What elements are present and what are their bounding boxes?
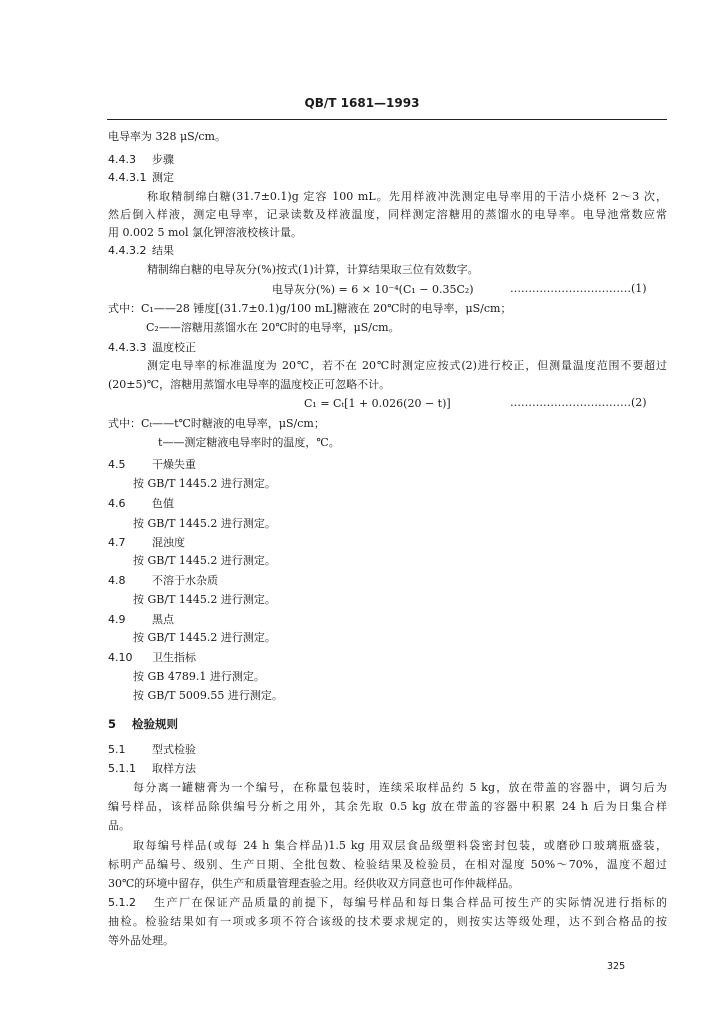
section-body: 按 GB/T 1445.2 进行测定。 (133, 517, 276, 530)
section-number: 4.4.3.1 (108, 171, 147, 184)
section-title: 黑点 (152, 613, 174, 626)
section-title: 卫生指标 (152, 651, 196, 664)
section-number: 4.6 (108, 497, 126, 510)
section-heading-4-7 (108, 535, 185, 551)
section-body: 按 GB/T 1445.2 进行测定。 (133, 554, 276, 567)
where-line: t——测定糖液电导率时的温度，℃。 (158, 436, 340, 449)
section-number: 4.10 (108, 651, 133, 664)
paragraph-line: 称取精制绵白糖(31.7±0.1)g 定容 100 mL。先用样液冲洗测定电导率用的干洁小烧杯 2～3 次， (147, 190, 667, 203)
section-heading-4-5 (108, 457, 196, 473)
section-heading-4-9 (108, 612, 174, 628)
paragraph-line: 精制绵白糖的电导灰分(%)按式(1)计算，计算结果取三位有效数字。 (147, 263, 479, 276)
formula-2: C₁ = Cₜ[1 + 0.026(20 − t)] (304, 397, 451, 410)
standard-code-header: QB/T 1681—1993 (304, 96, 420, 110)
section-number: 5.1.2 (108, 896, 136, 909)
header-rule (107, 119, 667, 120)
paragraph-line: 电导率为 328 μS/cm。 (108, 130, 226, 143)
section-number: 4.9 (108, 613, 126, 626)
formula-2-number: ……………………………(2) (510, 396, 647, 409)
section-number: 4.4.3.3 (108, 341, 147, 354)
paragraph-line: 用 0.002 5 mol 氯化钾溶液校核计量。 (108, 226, 303, 239)
paragraph-line: 取每编号样品(或每 24 h 集合样品)1.5 kg 用双层食品级塑料袋密封包装，或磨砂口玻璃瓶盛装， (133, 839, 667, 852)
section-title: 测定 (152, 171, 174, 184)
section-body: 按 GB/T 5009.55 进行测定。 (133, 689, 283, 702)
section-heading-4-4-3 (108, 152, 174, 168)
section-title: 混浊度 (152, 536, 185, 549)
section-number: 4.7 (108, 536, 126, 549)
section-number: 4.5 (108, 458, 126, 471)
where-line: C₂——溶糖用蒸馏水在 20℃时的电导率，μS/cm。 (146, 321, 400, 334)
paragraph-line: (20±5)℃，溶糖用蒸馏水电导率的温度校正可忽略不计。 (108, 378, 391, 391)
section-title: 色值 (152, 497, 174, 510)
section-number: 4.4.3.2 (108, 244, 147, 257)
section-heading-5-1-2 (108, 895, 152, 911)
section-title: 温度校正 (152, 341, 196, 354)
paragraph-line: 抽检。检验结果如有一项或多项不符合该级的技术要求规定的，则按实达等级处理，达不到合格品的按 (108, 915, 667, 928)
section-number: 5.1 (108, 743, 126, 756)
section-heading-5-1 (108, 742, 196, 758)
section-number: 4.8 (108, 574, 126, 587)
paragraph-line: 测定电导率的标准温度为 20℃，若不在 20℃时测定应按式(2)进行校正，但测量温度范围不要超过 (147, 359, 667, 372)
section-title: 取样方法 (152, 762, 196, 775)
where-line: 式中：C₁——28 锤度[(31.7±0.1)g/100 mL]糖液在 20℃时的电导率，μS/cm； (108, 302, 512, 315)
section-heading-5-1-1 (108, 761, 196, 777)
formula-1: 电导灰分(%) = 6 × 10⁻⁴(C₁ − 0.35C₂) (272, 283, 474, 296)
chapter-heading-5 (108, 716, 178, 732)
section-body: 按 GB/T 1445.2 进行测定。 (133, 477, 276, 490)
paragraph-line: 然后倒入样液，测定电导率，记录读数及样液温度，同样测定溶糖用的蒸馏水的电导率。电导池常数应常 (108, 208, 667, 221)
section-body: 按 GB/T 1445.2 进行测定。 (133, 631, 276, 644)
section-heading-4-4-3-2 (108, 243, 174, 259)
section-heading-4-6 (108, 496, 174, 512)
section-title: 干燥失重 (152, 458, 196, 471)
section-title: 步骤 (152, 153, 174, 166)
section-heading-4-8 (108, 573, 218, 589)
section-number: 4.4.3 (108, 153, 136, 166)
where-line: 式中：Cₜ——t℃时糖液的电导率，μS/cm； (108, 417, 325, 430)
section-title: 不溶于水杂质 (152, 574, 218, 587)
section-heading-4-4-3-1 (108, 170, 174, 186)
paragraph-line: 30℃的环境中留存，供生产和质量管理查验之用。经供收双方同意也可作仲裁样品。 (108, 877, 520, 890)
section-body: 按 GB 4789.1 进行测定。 (133, 670, 265, 683)
formula-1-number: ……………………………(1) (510, 282, 647, 295)
section-title: 检验规则 (132, 717, 178, 731)
section-heading-4-10 (108, 650, 196, 666)
section-number: 5 (108, 717, 117, 731)
section-title: 结果 (152, 244, 174, 257)
paragraph-line: 品。 (108, 819, 130, 832)
section-body: 按 GB/T 1445.2 进行测定。 (133, 593, 276, 606)
paragraph-line: 每分离一罐糖膏为一个编号，在称量包装时，连续采取样品约 5 kg，放在带盖的容器中，调匀后为 (133, 781, 667, 794)
section-title: 型式检验 (152, 743, 196, 756)
paragraph-line: 标明产品编号、级别、生产日期、全批包数、检验结果及检验员，在相对湿度 50%～70%，温度不超过 (108, 858, 667, 871)
paragraph-line: 等外品处理。 (108, 934, 174, 947)
section-number: 5.1.1 (108, 762, 136, 775)
section-heading-4-4-3-3 (108, 340, 196, 356)
paragraph-line: 生产厂在保证产品质量的前提下，每编号样品和每日集合样品可按生产的实际情况进行指标的 (154, 896, 667, 909)
page-number: 325 (607, 961, 626, 972)
paragraph-line: 编号样品，该样品除供编号分析之用外，其余先取 0.5 kg 放在带盖的容器中积累 24 h 后为日集合样 (108, 800, 667, 813)
